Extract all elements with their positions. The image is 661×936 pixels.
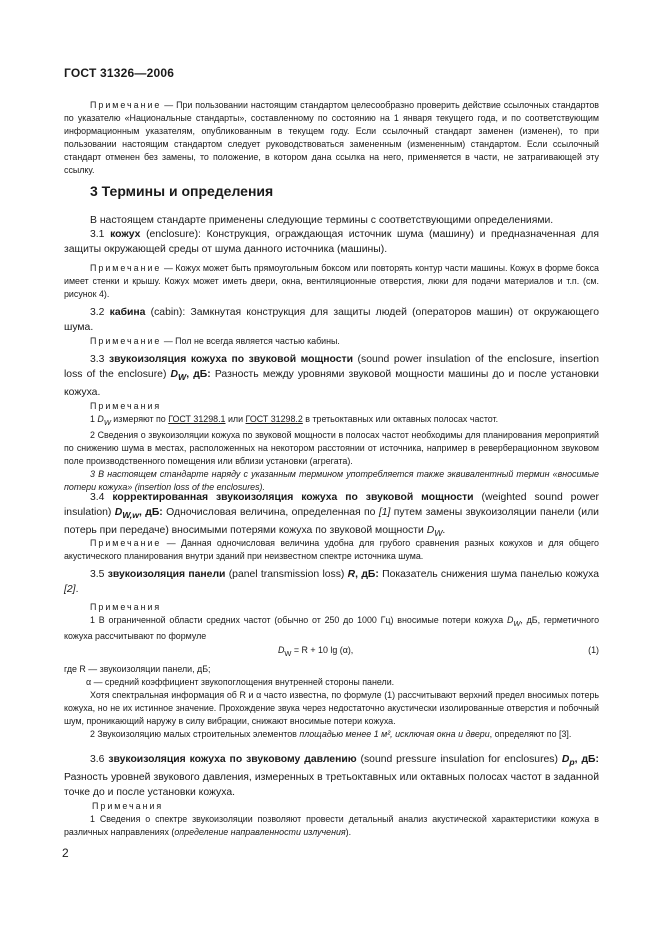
note-3-2: Примечание — Пол не всегда является частью кабины.: [90, 336, 340, 346]
note-3-1: Примечание — Кожух может быть прямоугольным боксом или повторять контур части машины. Кожух в форме бокса имеет стенки и крышу. Кожух может иметь двери, окна, вентиляционные отверстия, люки для подачи материалов и т.п. (см. рисунок 4).: [64, 263, 599, 299]
notes-3-6: Примечания 1 Сведения о спектре звукоизоляции позволяют провести детальный анализ акустической характеристики кожуха в различных направлениях (определение направленности излучения).: [64, 801, 599, 837]
term-3-4: 3.4 корректированная звукоизоляция кожуха по звуковой мощности (weighted sound power insulation) $D_{W,w}$, дБ: Одночисловая величина, определенная по [1] путем замены звукоизоляции панели (или потерь при передаче) вносимыми потерями кожуха по звуковой мощности $D_W$.: [64, 492, 599, 539]
term-name: звукоизоляция панели: [107, 569, 226, 580]
section-intro-text: В настоящем стандарте применены следующие термины с соответствующими определениями.: [90, 215, 554, 226]
term-name: корректированная звукоизоляция кожуха по звуковой мощности: [112, 492, 474, 503]
term-name: кабина: [109, 307, 146, 318]
gost-link-2[interactable]: ГОСТ 31298.2: [245, 414, 303, 424]
note-3-4: Примечание — Данная одночисловая величина удобна для грубого сравнения разных кожухов и для общего акустического планирования внутри зданий при неизвестном спектре источника шума.: [64, 538, 599, 561]
page-number: 2: [62, 846, 69, 860]
notes-3-5-cont: где R — звукоизоляции панели, дБ; α — средний коэффициент звукопоглощения внутренней стороны панели. Хотя спектральная информация об R и α часто известна, по формуле (1) рассчитывают верхний предел вносимых потерь кожуха, но не их истинное значение. Прохождение звука через недостаточно акустически изолированные отверстия и побочный шум, проникающий наружу в силу вибрации, снижают вносимые потери кожуха. 2 Звукоизоляцию малых строительных элементов площадью менее 1 м², исключая окна и двери, определяют по [3].: [64, 664, 599, 739]
term-3-6: 3.6 звукоизоляция кожуха по звуковому давлению (sound pressure insulation for enclosures) $D_p$, дБ: Разность уровней звукового давления, измеренных в третьоктавных или октавных полосах частот в заданной точке до и после установки кожуха.: [64, 754, 599, 799]
section-heading: [64, 183, 599, 199]
document-header: ГОСТ 31326—2006: [64, 66, 175, 80]
gost-link-1[interactable]: ГОСТ 31298.1: [168, 414, 226, 424]
term-3-1: 3.1 кожух (enclosure): Конструкция, ограждающая источник шума (машину) и предназначенная для защиты окружающей среды от шума данного источника (машины).: [64, 229, 599, 255]
term-name: звукоизоляция кожуха по звуковой мощности: [108, 354, 354, 365]
intro-note-text: Примечание — При пользовании настоящим стандартом целесообразно проверить действие ссылочных стандартов по указателю «Национальные стандарты», составленному по состоянию на 1 января текущего года, и по соответствующим информационным указателям, опубликованным в текущем году. Если ссылочный стандарт заменен (изменен), то при пользовании настоящим стандартом следует руководствоваться замененным (измененным) стандартом. Если ссылочный стандарт отменен без замены, то положение, в котором дана ссылка на него, применяется в части, не затрагивающей эту ссылку.: [64, 100, 599, 175]
term-3-5: 3.5 звукоизоляция панели (panel transmission loss) R, дБ: Показатель снижения шума панелью кожуха [2].: [64, 569, 599, 595]
term-3-3: 3.3 звукоизоляция кожуха по звуковой мощности (sound power insulation of the enclosure, insertion loss of the enclosure) $D_W$, дБ: Разность между уровнями звуковой мощности машины до и после установки кожуха.: [64, 354, 599, 399]
intro-note: [64, 99, 599, 177]
term-name: кожух: [110, 229, 141, 240]
notes-3-5: Примечания 1 В ограниченной области средних частот (обычно от 250 до 1000 Гц) вносимые потери кожуха $D_W$, дБ, герметичного кожуха рассчитывают по формуле: [64, 602, 600, 641]
notes-3-3: Примечания 1 $D_W$ измеряют по ГОСТ 31298.1 или ГОСТ 31298.2 в третьоктавных или октавных полосах частот. 2 Сведения о звукоизоляции кожуха по звуковой мощности в полосах частот необходимы для планирования мероприятий по снижению шума в местах, расположенных на некотором расстоянии от источника, например в реверберационном звуковом поле производственного помещения или вблизи установки (агрегата). 3 В настоящем стандарте наряду с указанным термином употребляется также эквивалентный термин «вносимые потери кожуха» (insertion loss of the enclosures).: [64, 401, 599, 492]
term-3-2: 3.2 кабина (cabin): Замкнутая конструкция для защиты людей (операторов машин) от окружающего шума.: [64, 307, 599, 333]
section-intro: [64, 213, 599, 228]
section-title: 3 Термины и определения: [90, 183, 274, 199]
term-name: звукоизоляция кожуха по звуковому давлению: [108, 754, 357, 765]
